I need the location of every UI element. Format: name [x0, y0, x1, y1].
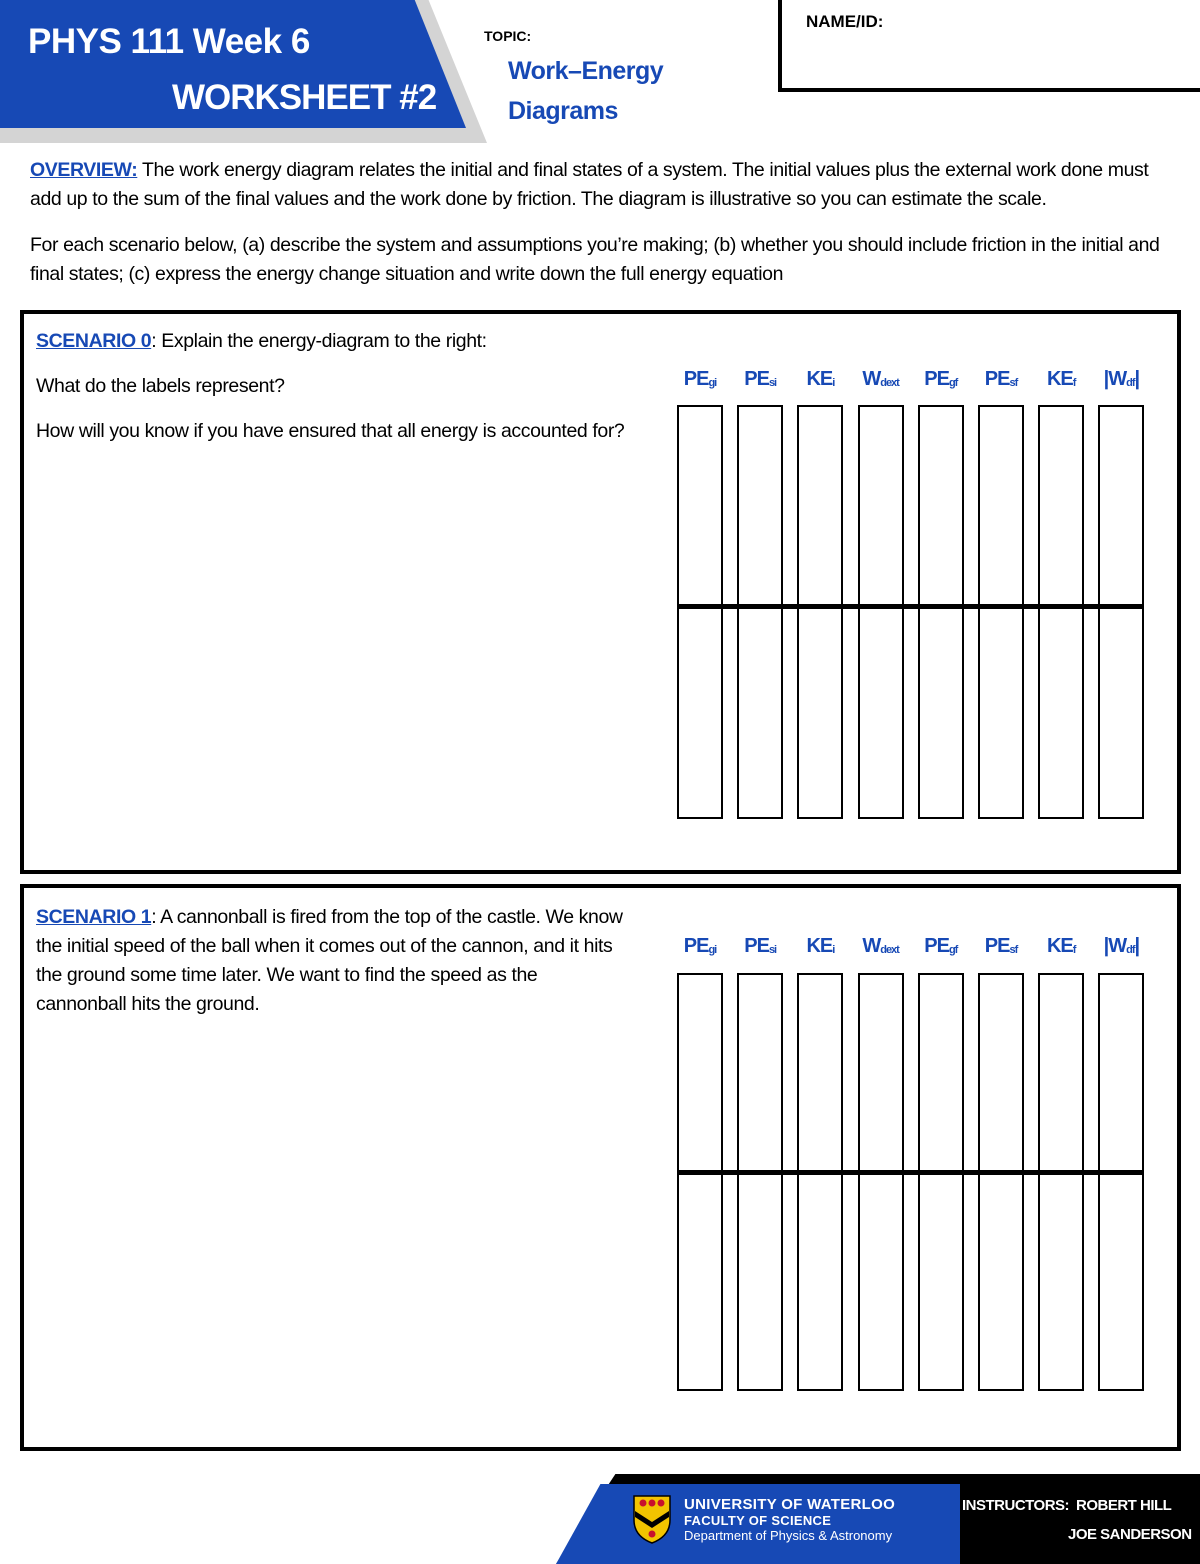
scenario-0-energy-diagram-bar-3[interactable]: [858, 405, 904, 819]
label-subscript: gi: [708, 377, 717, 389]
topic-line-1: Work–Energy: [508, 57, 664, 85]
scenario-1-energy-diagram-label-2: [790, 935, 850, 958]
scenario-1-panel: [20, 884, 1181, 1451]
scenario-1-heading: SCENARIO 1: [36, 906, 152, 928]
label-subscript: df: [1126, 377, 1135, 389]
label-subscript: dext: [880, 944, 899, 956]
scenario-1-energy-diagram-bar-0[interactable]: [677, 973, 723, 1391]
scenario-1-energy-diagram-label-3: [851, 935, 911, 958]
topic-value: [508, 51, 708, 131]
scenario-1-energy-diagram-label-7: [1091, 935, 1151, 958]
scenario-1-energy-diagram-label-5: [971, 935, 1031, 958]
scenario-0-intro-text: : Explain the energy-diagram to the right:: [151, 330, 487, 352]
university-crest-icon: [632, 1494, 672, 1544]
scenario-0-energy-diagram-label-0: [670, 368, 730, 391]
label-base: PE: [744, 368, 769, 390]
label-base: PE: [683, 368, 709, 390]
instructions-paragraph: For each scenario below, (a) describe the system and assumptions you’re making; (b) whether you should include friction in the initial and final states; (c) express the energy change situation and write down the full energy equation: [30, 234, 1160, 285]
label-subscript: i: [832, 377, 835, 389]
scenario-0-energy-diagram-bar-7[interactable]: [1098, 405, 1144, 819]
scenario-1-energy-diagram-label-4: [911, 935, 971, 958]
label-subscript: si: [768, 944, 777, 956]
overview-paragraph: [30, 156, 1170, 214]
scenario-1-energy-diagram-bar-7[interactable]: [1098, 973, 1144, 1391]
label-subscript: si: [768, 377, 777, 389]
scenario-0-intro: [36, 327, 487, 356]
overview-label: OVERVIEW:: [30, 159, 138, 181]
scenario-0-energy-diagram-label-1: [730, 368, 790, 391]
label-base: KE: [806, 368, 833, 390]
scenario-1-energy-diagram-bar-6[interactable]: [1038, 973, 1084, 1391]
topic-line-2: Diagrams: [508, 97, 618, 125]
worksheet-title: WORKSHEET #2: [172, 78, 437, 117]
label-base: PE: [744, 935, 769, 957]
scenario-0-energy-diagram-label-3: [851, 368, 911, 391]
label-base: KE: [806, 935, 833, 957]
label-base: PE: [984, 368, 1010, 390]
scenario-1-energy-diagram-bar-1[interactable]: [737, 973, 783, 1391]
scenario-1-energy-diagram-label-0: [670, 935, 730, 958]
label-base: PE: [924, 368, 949, 390]
scenario-0-panel: [20, 310, 1181, 874]
label-subscript: sf: [1009, 377, 1018, 389]
scenario-0-energy-diagram-bar-5[interactable]: [978, 405, 1024, 819]
label-base: PE: [924, 935, 949, 957]
label-base: |W: [1103, 935, 1127, 957]
overview-text: The work energy diagram relates the initial and final states of a system. The initial values plus the external work done must add up to the sum of the final values and the work done by friction. The diagram is illustrative so you can estimate the scale.: [30, 159, 1149, 210]
label-subscript: gi: [708, 944, 717, 956]
label-subscript: gf: [948, 377, 958, 389]
label-subscript: gf: [948, 944, 958, 956]
scenario-1-intro: [36, 903, 626, 1019]
label-subscript: i: [832, 944, 835, 956]
label-subscript: f: [1072, 377, 1076, 389]
scenario-0-energy-diagram-label-4: [911, 368, 971, 391]
scenario-0-energy-diagram-bar-2[interactable]: [797, 405, 843, 819]
scenario-0-heading: SCENARIO 0: [36, 330, 152, 352]
scenario-1-intro-text: : A cannonball is fired from the top of the castle. We know the initial speed of the ball when it comes out of the cannon, and it hits the ground some time later. We want to find the speed as the cannonball hits the ground.: [36, 906, 623, 1015]
scenario-0-energy-diagram-label-5: [971, 368, 1031, 391]
scenario-1-energy-diagram-bar-5[interactable]: [978, 973, 1024, 1391]
scenario-0-energy-diagram-bar-1[interactable]: [737, 405, 783, 819]
label-subscript: dext: [880, 377, 899, 389]
scenario-0-energy-diagram-bar-0[interactable]: [677, 405, 723, 819]
scenario-0-energy-diagram-bar-4[interactable]: [918, 405, 964, 819]
university-name: UNIVERSITY OF WATERLOO: [684, 1496, 896, 1513]
scenario-1-energy-diagram-bar-3[interactable]: [858, 973, 904, 1391]
scenario-0-energy-diagram-label-7: [1091, 368, 1151, 391]
scenario-1-energy-diagram-label-1: [730, 935, 790, 958]
scenario-1-energy-diagram-bar-4[interactable]: [918, 973, 964, 1391]
label-base: PE: [984, 935, 1010, 957]
department-name: Department of Physics & Astronomy: [684, 1528, 893, 1543]
label-subscript: f: [1072, 944, 1076, 956]
course-title: PHYS 111 Week 6: [28, 22, 310, 61]
instructor-1: ROBERT HILL: [1076, 1497, 1172, 1514]
scenario-0-energy-diagram-zero-line: [677, 604, 1144, 609]
instructor-2: JOE SANDERSON: [1068, 1526, 1192, 1543]
label-base: |W: [1103, 368, 1127, 390]
scenario-0-energy-diagram-label-2: [790, 368, 850, 391]
scenario-0-energy-diagram-bar-6[interactable]: [1038, 405, 1084, 819]
label-subscript: df: [1126, 944, 1135, 956]
scenario-1-energy-diagram-zero-line: [677, 1170, 1144, 1175]
label-base: W: [862, 935, 881, 957]
scenario-0-question-2: How will you know if you have ensured that all energy is accounted for?: [36, 420, 625, 442]
scenario-1-energy-diagram-bar-2[interactable]: [797, 973, 843, 1391]
topic-label: TOPIC:: [484, 28, 532, 44]
label-suffix: |: [1134, 935, 1140, 957]
faculty-name: FACULTY OF SCIENCE: [684, 1513, 832, 1528]
scenario-0-energy-diagram-label-6: [1031, 368, 1091, 391]
label-base: KE: [1046, 368, 1073, 390]
label-base: KE: [1046, 935, 1073, 957]
label-suffix: |: [1134, 368, 1140, 390]
scenario-0-question-1: What do the labels represent?: [36, 375, 285, 397]
name-id-label: NAME/ID:: [806, 12, 884, 31]
instructors-label: INSTRUCTORS:: [962, 1497, 1070, 1514]
label-base: PE: [683, 935, 709, 957]
label-base: W: [862, 368, 881, 390]
label-subscript: sf: [1009, 944, 1018, 956]
scenario-1-energy-diagram-label-6: [1031, 935, 1091, 958]
